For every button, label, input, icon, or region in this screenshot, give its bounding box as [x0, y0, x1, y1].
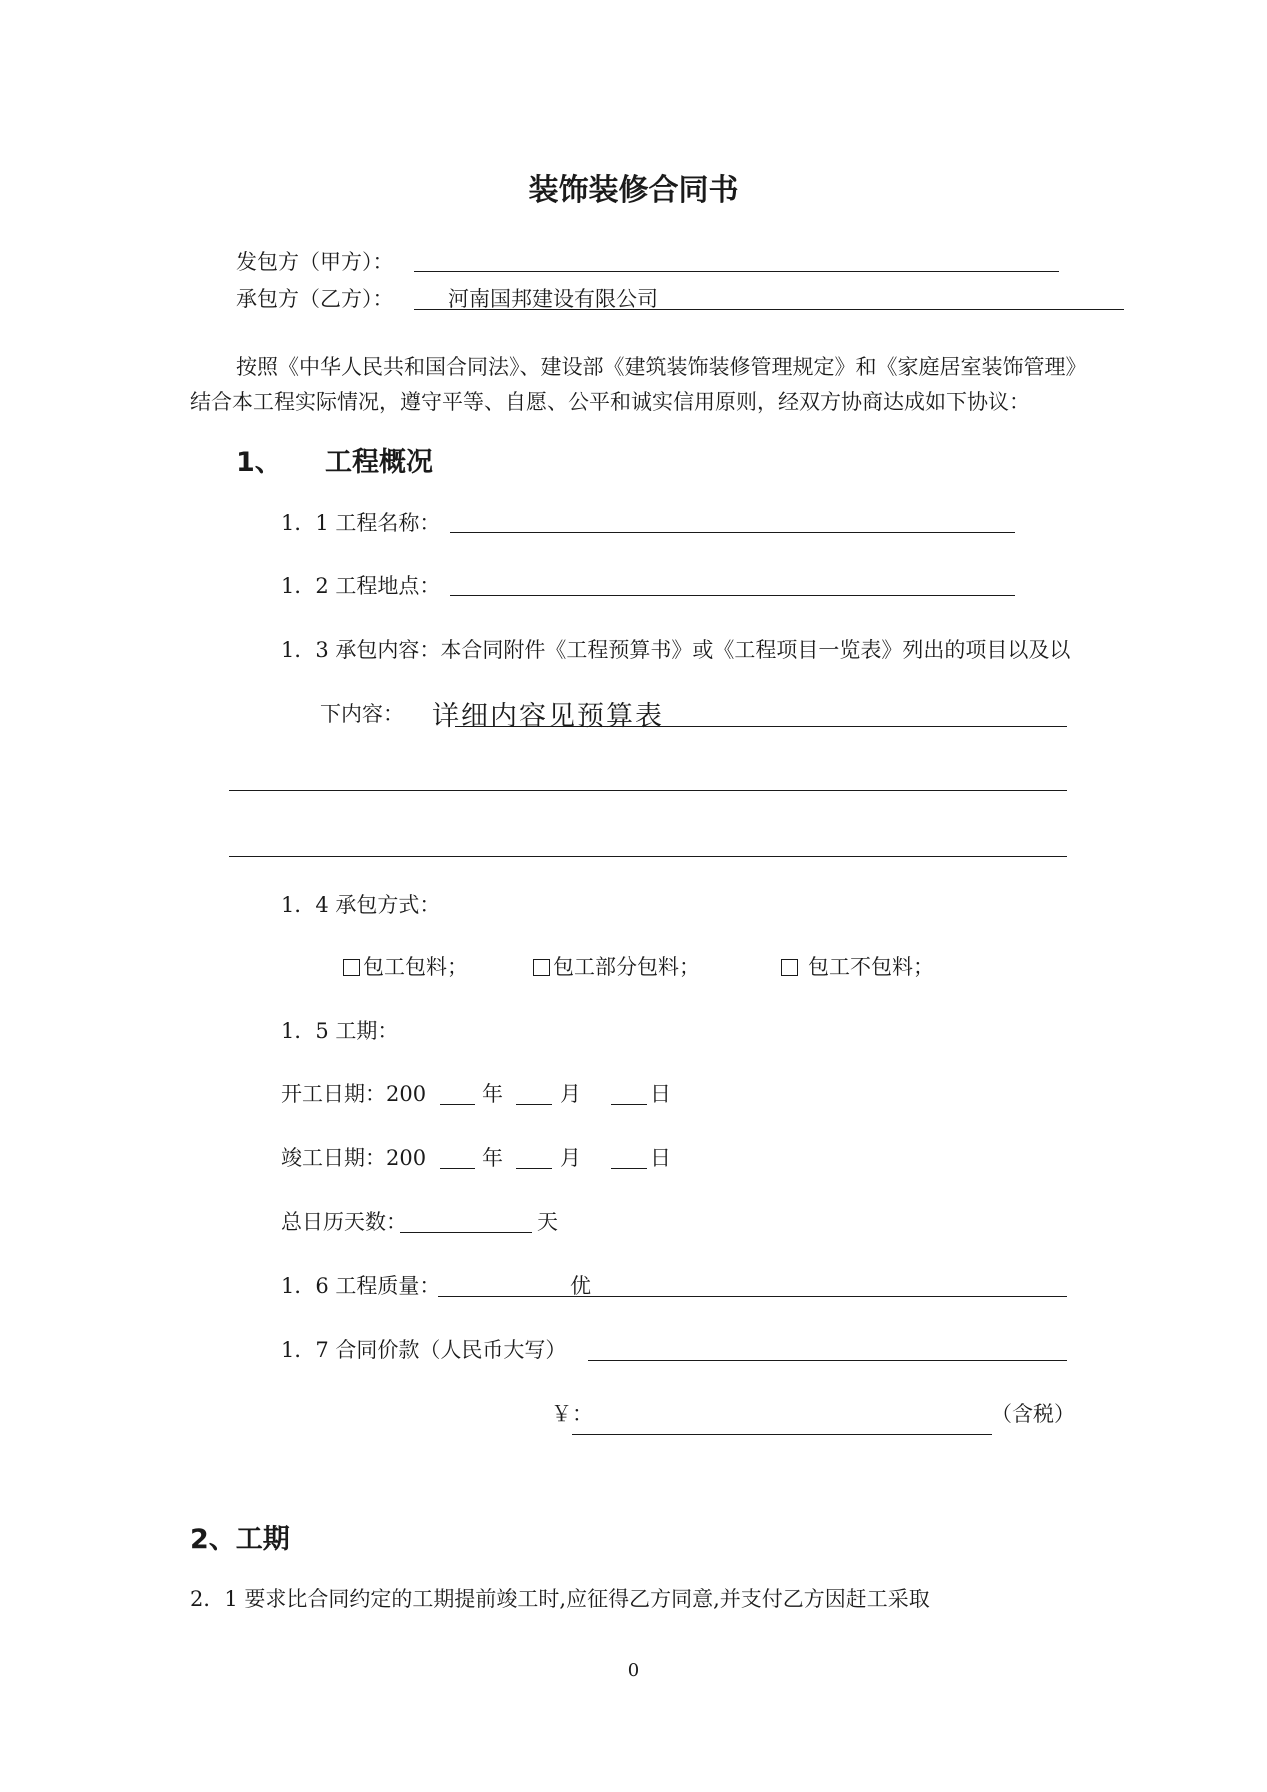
party-b-label: 承包方（乙方）：: [236, 287, 394, 311]
total-days-line[interactable]: [400, 1232, 532, 1233]
item-1-4-label: 1．4 承包方式：: [281, 893, 441, 917]
section1-title: 工程概况: [325, 447, 433, 478]
end-month-unit: 月: [560, 1146, 581, 1170]
end-day-unit: 日: [650, 1146, 671, 1170]
option-2-label: 包工部分包料；: [553, 955, 700, 979]
project-location-line[interactable]: [450, 595, 1015, 596]
start-month-unit: 月: [560, 1082, 581, 1106]
item-1-3-cont: 下内容：: [320, 702, 404, 726]
content-line-2[interactable]: [229, 790, 1067, 791]
item-2-1-text: 2．1 要求比合同约定的工期提前竣工时,应征得乙方同意,并支付乙方因赶工采取: [190, 1587, 930, 1611]
item-1-5-label: 1．5 工期：: [281, 1019, 399, 1043]
party-b-value: 河南国邦建设有限公司: [448, 287, 658, 311]
days-unit: 天: [537, 1210, 558, 1234]
start-day-line[interactable]: [611, 1104, 647, 1105]
end-month-line[interactable]: [516, 1168, 552, 1169]
page-number: 0: [627, 1660, 640, 1681]
party-a-field-line[interactable]: [414, 271, 1059, 272]
tax-note: （含税）: [991, 1402, 1075, 1426]
yen-label: ￥：: [551, 1402, 593, 1426]
end-year-line[interactable]: [440, 1168, 475, 1169]
end-year-unit: 年: [482, 1146, 503, 1170]
price-numeric-line[interactable]: [572, 1434, 992, 1435]
option-partial-contract[interactable]: [533, 955, 700, 979]
price-uppercase-line[interactable]: [588, 1360, 1067, 1361]
quality-line[interactable]: [438, 1296, 1067, 1297]
page-title: 装饰装修合同书: [528, 173, 739, 208]
checkbox-icon[interactable]: [781, 959, 798, 976]
option-full-contract[interactable]: [343, 955, 468, 979]
intro-line-1: 按照《中华人民共和国合同法》、建设部《建筑装饰装修管理规定》和《家庭居室装饰管理》: [236, 355, 1087, 379]
item-1-6-label: 1．6 工程质量：: [281, 1274, 441, 1298]
option-3-label: 包工不包料；: [808, 955, 934, 979]
party-a-label: 发包方（甲方）：: [236, 250, 394, 274]
start-year-line[interactable]: [440, 1104, 475, 1105]
party-b-field-line[interactable]: [414, 309, 1124, 310]
total-days-label: 总日历天数：: [281, 1210, 407, 1234]
content-line-1[interactable]: [455, 726, 1067, 727]
handwritten-content: 详细内容见预算表: [432, 701, 664, 732]
option-labor-only[interactable]: [781, 955, 934, 979]
checkbox-icon[interactable]: [533, 959, 550, 976]
end-date-label: 竣工日期：200: [281, 1146, 427, 1170]
checkbox-icon[interactable]: [343, 959, 360, 976]
start-day-unit: 日: [650, 1082, 671, 1106]
content-line-3[interactable]: [229, 856, 1067, 857]
section2-title: 2、工期: [190, 1524, 290, 1555]
section1-number: 1、: [236, 447, 282, 478]
quality-value: 优: [570, 1274, 591, 1298]
item-1-2-label: 1．2 工程地点：: [281, 574, 441, 598]
intro-line-2: 结合本工程实际情况，遵守平等、自愿、公平和诚实信用原则，经双方协商达成如下协议：: [190, 390, 1030, 414]
item-1-3-text: 1．3 承包内容：本合同附件《工程预算书》或《工程项目一览表》列出的项目以及以: [281, 638, 1071, 662]
item-1-1-label: 1．1 工程名称：: [281, 511, 441, 535]
end-day-line[interactable]: [611, 1168, 647, 1169]
item-1-7-label: 1．7 合同价款（人民币大写）: [281, 1338, 567, 1362]
start-month-line[interactable]: [516, 1104, 552, 1105]
option-1-label: 包工包料；: [363, 955, 468, 979]
start-year-unit: 年: [482, 1082, 503, 1106]
project-name-line[interactable]: [450, 532, 1015, 533]
start-date-label: 开工日期：200: [281, 1082, 427, 1106]
